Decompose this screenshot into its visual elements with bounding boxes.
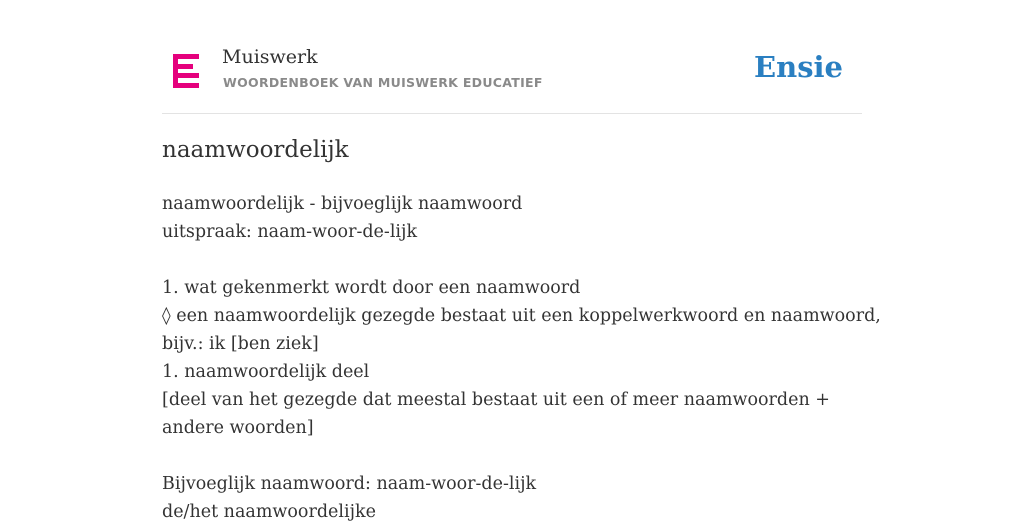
site-subtitle: WOORDENBOEK VAN MUISWERK EDUCATIEF (223, 75, 543, 90)
definition-body (162, 190, 881, 526)
site-name[interactable]: Muiswerk (222, 46, 318, 68)
definition-line: naamwoordelijk - bijvoeglijk naamwoord (162, 194, 523, 214)
page-container (162, 0, 881, 522)
definition-line: Bijvoeglijk naamwoord: naam-woor-de-lijk (162, 474, 537, 494)
definition-line: andere woorden] (162, 418, 314, 438)
definition-line: ◊ een naamwoordelijk gezegde bestaat uit een koppelwerkwoord en naamwoord, (162, 306, 881, 326)
definition-line: bijv.: ik [ben ziek] (162, 334, 319, 354)
definition-line: 1. naamwoordelijk deel (162, 362, 370, 382)
muiswerk-logo-icon[interactable] (173, 54, 199, 88)
definition-line: 1. wat gekenmerkt wordt door een naamwoord (162, 278, 581, 298)
definition-line (162, 246, 872, 274)
logo-bar-vertical (173, 54, 178, 88)
site-header (162, 0, 862, 114)
definition-line: uitspraak: naam-woor-de-lijk (162, 222, 418, 242)
definition-line: de/het naamwoordelijke (162, 502, 376, 522)
page-title: naamwoordelijk (162, 137, 349, 163)
definition-line: [deel van het gezegde dat meestal bestaat uit een of meer naamwoorden + (162, 390, 830, 410)
definition-line (162, 442, 872, 470)
ensie-logo[interactable]: Ensie (754, 50, 843, 84)
